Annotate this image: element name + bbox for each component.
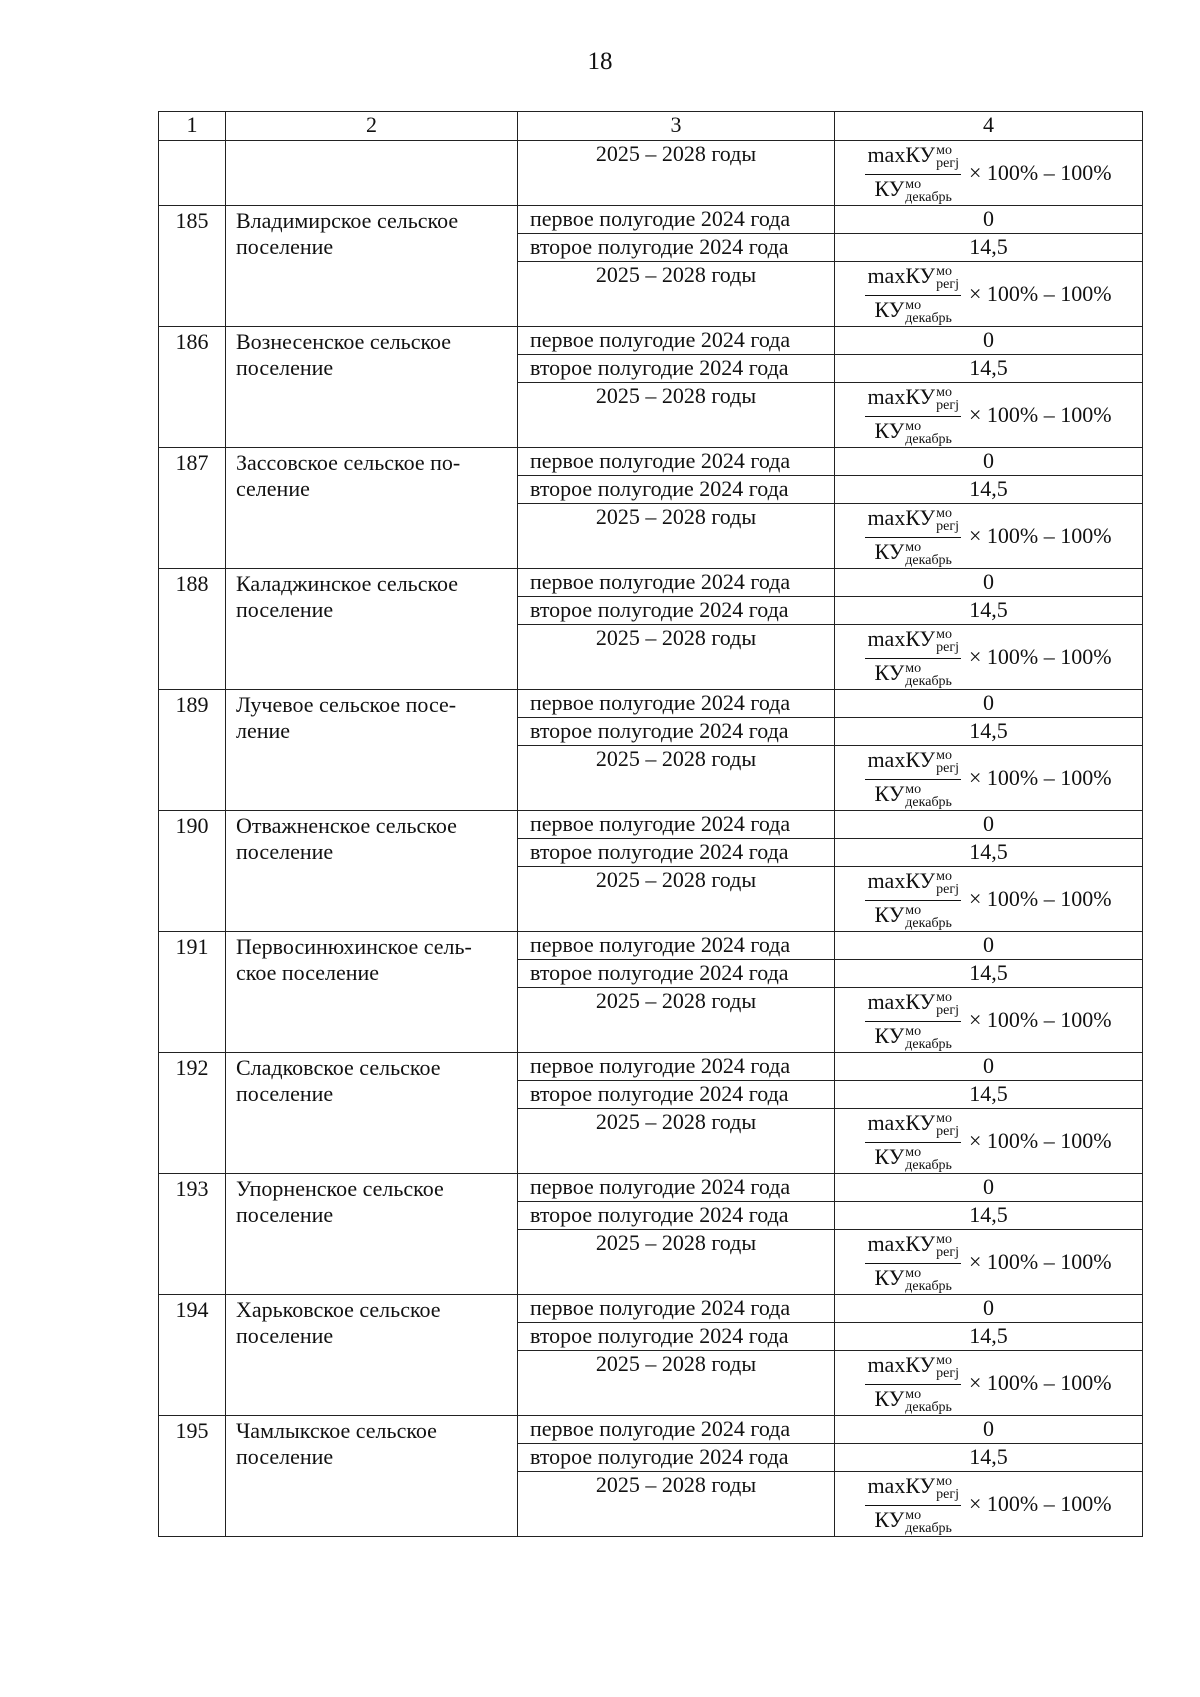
fraction [865, 1231, 961, 1293]
period-cell: первое полугодие 2024 года [518, 569, 835, 597]
period-cell: первое полугодие 2024 года [518, 932, 835, 960]
fraction [865, 747, 961, 809]
header-cell: 1 [159, 112, 226, 141]
period-cell: первое полугодие 2024 года [518, 811, 835, 839]
formula-cell [835, 988, 1143, 1053]
formula [835, 625, 1142, 689]
period-cell: второе полугодие 2024 года [518, 476, 835, 504]
fraction-numerator: maxКУ мо регj [865, 868, 961, 901]
value-cell: 14,5 [835, 1081, 1143, 1109]
formula [835, 1351, 1142, 1415]
formula [835, 1109, 1142, 1173]
settlement-name: Зассовское сельское по-селение [226, 448, 518, 569]
table-row [159, 206, 1143, 234]
table-row [159, 448, 1143, 476]
settlement-name: Вознесенское сельское поселение [226, 327, 518, 448]
tariff-table [158, 111, 1143, 1537]
fraction-numerator: maxКУ мо регj [865, 1231, 961, 1264]
value-cell: 0 [835, 1174, 1143, 1202]
fraction [865, 989, 961, 1051]
fraction-numerator: maxКУ мо регj [865, 384, 961, 417]
formula-cell [835, 504, 1143, 569]
value-cell: 14,5 [835, 476, 1143, 504]
header-cell: 3 [518, 112, 835, 141]
period-cell: 2025 – 2028 годы [518, 1351, 835, 1416]
formula [835, 1230, 1142, 1294]
formula [835, 504, 1142, 568]
row-number: 194 [159, 1295, 226, 1416]
header-cell: 2 [226, 112, 518, 141]
row-number: 186 [159, 327, 226, 448]
period-cell: первое полугодие 2024 года [518, 1053, 835, 1081]
fraction [865, 384, 961, 446]
formula-tail: × 100% – 100% [969, 523, 1112, 548]
fraction [865, 505, 961, 567]
formula-cell [835, 1351, 1143, 1416]
fraction-denominator: КУ мо декабрь [874, 781, 952, 810]
formula [835, 383, 1142, 447]
value-cell: 0 [835, 690, 1143, 718]
formula-tail: × 100% – 100% [969, 1491, 1112, 1516]
fraction-numerator: maxКУ мо регj [865, 1110, 961, 1143]
formula-tail: × 100% – 100% [969, 402, 1112, 427]
period-cell: 2025 – 2028 годы [518, 746, 835, 811]
header-row [159, 112, 1143, 141]
formula-tail: × 100% – 100% [969, 1128, 1112, 1153]
period-cell: второе полугодие 2024 года [518, 234, 835, 262]
formula [835, 746, 1142, 810]
value-cell: 14,5 [835, 1444, 1143, 1472]
fraction-numerator: maxКУ мо регj [865, 989, 961, 1022]
row-number: 191 [159, 932, 226, 1053]
period-cell: второе полугодие 2024 года [518, 1202, 835, 1230]
formula-tail: × 100% – 100% [969, 281, 1112, 306]
formula-tail: × 100% – 100% [969, 644, 1112, 669]
fraction-denominator: КУ мо декабрь [874, 1507, 952, 1536]
value-cell: 0 [835, 1416, 1143, 1444]
row-number: 195 [159, 1416, 226, 1537]
fraction [865, 263, 961, 325]
fraction-denominator: КУ мо декабрь [874, 418, 952, 447]
formula-cell [835, 1472, 1143, 1537]
period-cell: первое полугодие 2024 года [518, 1174, 835, 1202]
settlement-name: Сладковское сельское поселение [226, 1053, 518, 1174]
value-cell: 0 [835, 448, 1143, 476]
row-number: 193 [159, 1174, 226, 1295]
table-row [159, 811, 1143, 839]
number-cell [159, 141, 226, 206]
period-cell: второе полугодие 2024 года [518, 355, 835, 383]
period-cell: 2025 – 2028 годы [518, 504, 835, 569]
value-cell: 0 [835, 811, 1143, 839]
formula [835, 1472, 1142, 1536]
settlement-name: Харьковское сельское поселение [226, 1295, 518, 1416]
formula-tail: × 100% – 100% [969, 160, 1112, 185]
fraction-numerator: maxКУ мо регj [865, 747, 961, 780]
value-cell: 14,5 [835, 960, 1143, 988]
row-number: 187 [159, 448, 226, 569]
table-row [159, 327, 1143, 355]
table-row [159, 690, 1143, 718]
fraction-denominator: КУ мо декабрь [874, 297, 952, 326]
period-cell: 2025 – 2028 годы [518, 867, 835, 932]
formula-tail: × 100% – 100% [969, 1249, 1112, 1274]
table-row [159, 1053, 1143, 1081]
period-cell: второе полугодие 2024 года [518, 960, 835, 988]
formula-cell [835, 1109, 1143, 1174]
fraction-numerator: maxКУ мо регj [865, 505, 961, 538]
value-cell: 0 [835, 206, 1143, 234]
page-number: 18 [587, 48, 613, 75]
period-cell: 2025 – 2028 годы [518, 1472, 835, 1537]
period-cell: первое полугодие 2024 года [518, 1295, 835, 1323]
value-cell: 14,5 [835, 1323, 1143, 1351]
fraction-denominator: КУ мо декабрь [874, 660, 952, 689]
fraction-numerator: maxКУ мо регj [865, 626, 961, 659]
row-number: 192 [159, 1053, 226, 1174]
table-row [159, 569, 1143, 597]
value-cell: 0 [835, 569, 1143, 597]
formula-tail: × 100% – 100% [969, 765, 1112, 790]
fraction-denominator: КУ мо декабрь [874, 1023, 952, 1052]
settlement-name: Лучевое сельское посе-ление [226, 690, 518, 811]
fraction [865, 626, 961, 688]
value-cell: 0 [835, 932, 1143, 960]
formula-cell [835, 867, 1143, 932]
formula-cell [835, 141, 1143, 206]
value-cell: 14,5 [835, 597, 1143, 625]
formula-tail: × 100% – 100% [969, 1370, 1112, 1395]
period-cell: 2025 – 2028 годы [518, 262, 835, 327]
value-cell: 0 [835, 327, 1143, 355]
value-cell: 14,5 [835, 718, 1143, 746]
period-cell: первое полугодие 2024 года [518, 206, 835, 234]
period-cell: второе полугодие 2024 года [518, 839, 835, 867]
fraction-denominator: КУ мо декабрь [874, 1386, 952, 1415]
period-cell: первое полугодие 2024 года [518, 690, 835, 718]
fraction-denominator: КУ мо декабрь [874, 1265, 952, 1294]
fraction-numerator: maxКУ мо регj [865, 1352, 961, 1385]
settlement-name: Чамлыкское сельское поселение [226, 1416, 518, 1537]
table-row [159, 932, 1143, 960]
fraction-numerator: maxКУ мо регj [865, 142, 961, 175]
fraction-denominator: КУ мо декабрь [874, 1144, 952, 1173]
period-cell: 2025 – 2028 годы [518, 1109, 835, 1174]
value-cell: 14,5 [835, 1202, 1143, 1230]
settlement-name: Отважненское сельское поселение [226, 811, 518, 932]
formula [835, 262, 1142, 326]
fraction-denominator: КУ мо декабрь [874, 902, 952, 931]
fraction [865, 1473, 961, 1535]
value-cell: 14,5 [835, 839, 1143, 867]
table-row [159, 1416, 1143, 1444]
fraction-numerator: maxКУ мо регj [865, 263, 961, 296]
settlement-name: Каладжинское сельское поселение [226, 569, 518, 690]
formula-cell [835, 746, 1143, 811]
fraction [865, 868, 961, 930]
formula [835, 988, 1142, 1052]
header-cell: 4 [835, 112, 1143, 141]
fraction [865, 1352, 961, 1414]
fraction [865, 1110, 961, 1172]
period-cell: первое полугодие 2024 года [518, 1416, 835, 1444]
value-cell: 14,5 [835, 355, 1143, 383]
table-row [159, 1174, 1143, 1202]
formula [835, 141, 1142, 205]
fraction-numerator: maxКУ мо регj [865, 1473, 961, 1506]
table-row [159, 1295, 1143, 1323]
row-number: 190 [159, 811, 226, 932]
settlement-name: Владимирское сельское поселение [226, 206, 518, 327]
formula-cell [835, 1230, 1143, 1295]
name-cell [226, 141, 518, 206]
settlement-name: Первосинюхинское сель-ское поселение [226, 932, 518, 1053]
row-number: 189 [159, 690, 226, 811]
continuation-row [159, 141, 1143, 206]
period-cell: второе полугодие 2024 года [518, 597, 835, 625]
period-cell: 2025 – 2028 годы [518, 625, 835, 690]
period-cell: второе полугодие 2024 года [518, 1444, 835, 1472]
period-cell: 2025 – 2028 годы [518, 141, 835, 206]
formula-cell [835, 262, 1143, 327]
value-cell: 0 [835, 1295, 1143, 1323]
period-cell: первое полугодие 2024 года [518, 327, 835, 355]
fraction [865, 142, 961, 204]
formula-cell [835, 383, 1143, 448]
formula-tail: × 100% – 100% [969, 886, 1112, 911]
value-cell: 0 [835, 1053, 1143, 1081]
value-cell: 14,5 [835, 234, 1143, 262]
period-cell: второе полугодие 2024 года [518, 1323, 835, 1351]
period-cell: второе полугодие 2024 года [518, 718, 835, 746]
formula-tail: × 100% – 100% [969, 1007, 1112, 1032]
formula-cell [835, 625, 1143, 690]
fraction-denominator: КУ мо декабрь [874, 176, 952, 205]
period-cell: второе полугодие 2024 года [518, 1081, 835, 1109]
period-cell: 2025 – 2028 годы [518, 383, 835, 448]
period-cell: 2025 – 2028 годы [518, 1230, 835, 1295]
formula [835, 867, 1142, 931]
fraction-denominator: КУ мо декабрь [874, 539, 952, 568]
period-cell: 2025 – 2028 годы [518, 988, 835, 1053]
settlement-name: Упорненское сельское поселение [226, 1174, 518, 1295]
period-cell: первое полугодие 2024 года [518, 448, 835, 476]
row-number: 185 [159, 206, 226, 327]
row-number: 188 [159, 569, 226, 690]
